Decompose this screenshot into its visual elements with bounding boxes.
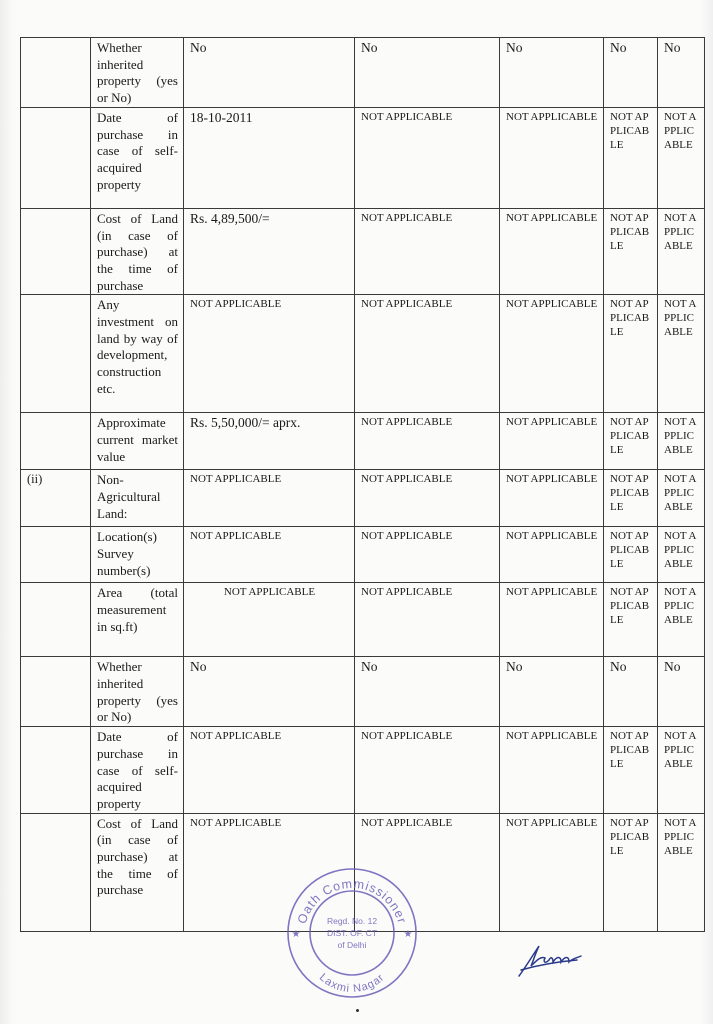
cell-value: NOT APPLICABLE bbox=[355, 727, 500, 814]
cell-value: No bbox=[500, 38, 604, 108]
cell-value: No bbox=[658, 38, 705, 108]
row-number bbox=[21, 208, 91, 295]
cell-value: NOT APPLICABLE bbox=[184, 295, 355, 413]
table-row bbox=[21, 583, 705, 657]
cell-value: NOT APPLICABLE bbox=[604, 107, 658, 208]
row-number bbox=[21, 295, 91, 413]
cell-value: NOT APPLICABLE bbox=[658, 413, 705, 470]
table-row bbox=[21, 38, 705, 108]
cell-value: NOT APPLICABLE bbox=[355, 813, 500, 931]
cell-value: NOT APPLICABLE bbox=[604, 727, 658, 814]
cell-value: NOT APPLICABLE bbox=[658, 727, 705, 814]
cell-value: No bbox=[658, 657, 705, 727]
ink-speck bbox=[356, 1009, 359, 1012]
signature-mark bbox=[515, 940, 585, 980]
cell-value: NOT APPLICABLE bbox=[604, 813, 658, 931]
cell-value: NOT APPLICABLE bbox=[184, 527, 355, 583]
cell-value: NOT APPLICABLE bbox=[658, 470, 705, 527]
cell-value: NOT APPLICABLE bbox=[500, 295, 604, 413]
cell-value: NOT APPLICABLE bbox=[184, 813, 355, 931]
row-description: Whether inherited property (yes or No) bbox=[91, 38, 184, 108]
row-description: Location(s) Survey number(s) bbox=[91, 527, 184, 583]
cell-value: NOT APPLICABLE bbox=[658, 527, 705, 583]
row-description: Approximate current market value bbox=[91, 413, 184, 470]
row-number bbox=[21, 727, 91, 814]
cell-value: No bbox=[604, 38, 658, 108]
row-number bbox=[21, 583, 91, 657]
cell-value: NOT APPLICABLE bbox=[355, 208, 500, 295]
cell-value: No bbox=[500, 657, 604, 727]
table-row bbox=[21, 470, 705, 527]
cell-value: NOT APPLICABLE bbox=[658, 295, 705, 413]
oath-commissioner-stamp bbox=[282, 866, 422, 1000]
cell-value: No bbox=[184, 38, 355, 108]
svg-text:Laxmi Nagar: Laxmi Nagar bbox=[316, 971, 388, 996]
cell-value: NOT APPLICABLE bbox=[604, 295, 658, 413]
cell-value: No bbox=[604, 657, 658, 727]
cell-value: NOT APPLICABLE bbox=[604, 413, 658, 470]
svg-text:★: ★ bbox=[291, 929, 301, 940]
cell-value: NOT APPLICABLE bbox=[184, 470, 355, 527]
cell-value: NOT APPLICABLE bbox=[658, 107, 705, 208]
table-row bbox=[21, 413, 705, 470]
cell-value: NOT APPLICABLE bbox=[500, 208, 604, 295]
row-description: Date of purchase in case of self-acquired property bbox=[91, 727, 184, 814]
table-row bbox=[21, 107, 705, 208]
svg-text:Regd. No. 12: Regd. No. 12 bbox=[326, 916, 378, 926]
row-number: (ii) bbox=[21, 470, 91, 527]
cell-value: NOT APPLICABLE bbox=[355, 107, 500, 208]
row-number bbox=[21, 413, 91, 470]
cell-value: NOT APPLICABLE bbox=[658, 813, 705, 931]
cell-value: NOT APPLICABLE bbox=[355, 295, 500, 413]
cell-value: NOT APPLICABLE bbox=[658, 583, 705, 657]
row-number bbox=[21, 38, 91, 108]
market-value: Rs. 5,50,000/= aprx. bbox=[184, 413, 355, 470]
row-number bbox=[21, 107, 91, 208]
cell-value: NOT APPLICABLE bbox=[500, 813, 604, 931]
cell-value: NOT APPLICABLE bbox=[355, 527, 500, 583]
svg-text:Oath Commissioner: Oath Commissioner bbox=[294, 876, 410, 926]
cell-value: NOT APPLICABLE bbox=[500, 413, 604, 470]
table-row bbox=[21, 657, 705, 727]
asset-declaration-table bbox=[20, 37, 705, 932]
cell-value: NOT APPLICABLE bbox=[604, 470, 658, 527]
cell-value: NOT APPLICABLE bbox=[604, 583, 658, 657]
row-number bbox=[21, 813, 91, 931]
cell-value: No bbox=[355, 38, 500, 108]
table-row bbox=[21, 727, 705, 814]
purchase-date: 18-10-2011 bbox=[184, 107, 355, 208]
table-row bbox=[21, 208, 705, 295]
row-number bbox=[21, 527, 91, 583]
cell-value: No bbox=[184, 657, 355, 727]
cell-value: NOT APPLICABLE bbox=[500, 727, 604, 814]
svg-text:★: ★ bbox=[403, 929, 413, 940]
cell-value: NOT APPLICABLE bbox=[500, 107, 604, 208]
cell-value: NOT APPLICABLE bbox=[500, 583, 604, 657]
table-row bbox=[21, 527, 705, 583]
cell-value: NOT APPLICABLE bbox=[500, 470, 604, 527]
purchase-cost: Rs. 4,89,500/= bbox=[184, 208, 355, 295]
cell-value: NOT APPLICABLE bbox=[658, 208, 705, 295]
cell-value: NOT APPLICABLE bbox=[355, 583, 500, 657]
row-description: Cost of Land (in case of purchase) at the time of purchase bbox=[91, 208, 184, 295]
row-description: Area (total measurement in sq.ft) bbox=[91, 583, 184, 657]
cell-value: NOT APPLICABLE bbox=[184, 727, 355, 814]
svg-text:of Delhi: of Delhi bbox=[337, 940, 367, 950]
row-description: Cost of Land (in case of purchase) at the time of purchase bbox=[91, 813, 184, 931]
cell-value: NOT APPLICABLE bbox=[500, 527, 604, 583]
row-description: Whether inherited property (yes or No) bbox=[91, 657, 184, 727]
cell-value: NOT APPLICABLE bbox=[604, 208, 658, 295]
row-description: Non-Agricultural Land: bbox=[91, 470, 184, 527]
cell-value: NOT APPLICABLE bbox=[184, 583, 355, 657]
cell-value: NOT APPLICABLE bbox=[355, 470, 500, 527]
cell-value: No bbox=[355, 657, 500, 727]
row-number bbox=[21, 657, 91, 727]
table-row bbox=[21, 295, 705, 413]
row-description: Any investment on land by way of development, construction etc. bbox=[91, 295, 184, 413]
row-description: Date of purchase in case of self-acquired property bbox=[91, 107, 184, 208]
cell-value: NOT APPLICABLE bbox=[355, 413, 500, 470]
cell-value: NOT APPLICABLE bbox=[604, 527, 658, 583]
svg-text:DIST. OF. CT: DIST. OF. CT bbox=[326, 928, 378, 938]
